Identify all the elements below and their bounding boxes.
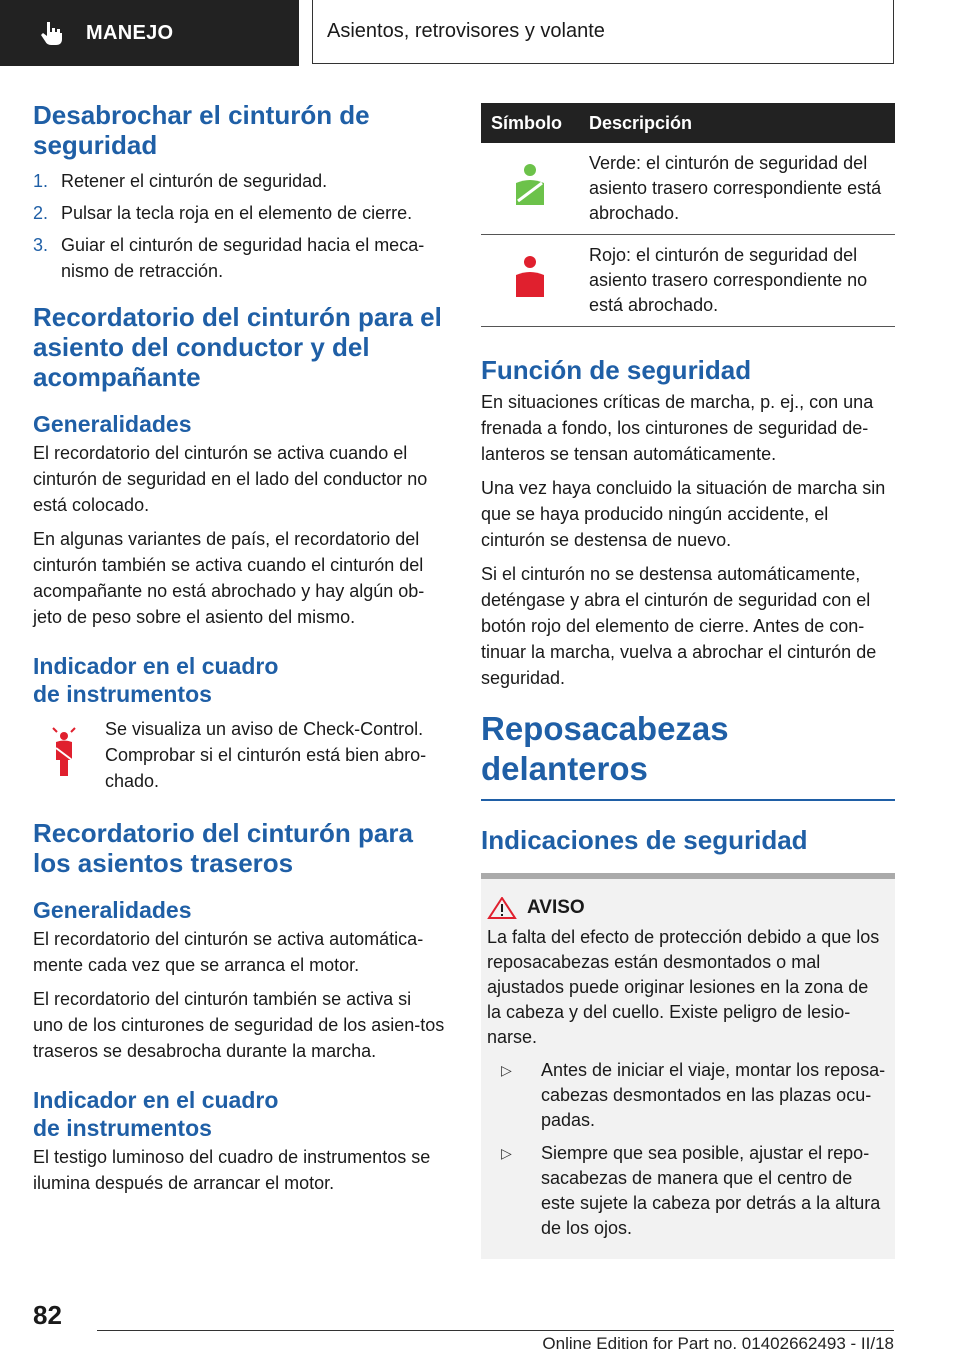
- indicator-block: [33, 716, 446, 794]
- paragraph: El recordatorio del cinturón se activa cuando el cinturón de seguridad en el lado del conductor no está colocado.: [33, 443, 428, 515]
- paragraph: El recordatorio del cinturón se activa automática-mente cada vez que se arranca el motor.: [33, 929, 424, 975]
- chapter-tab: [0, 0, 299, 66]
- list-item: ▷ Siempre que sea posible, ajustar el repo-sacabezas de manera que el centro de este sujete la cabeza por detrás a la altura de los ojos.: [487, 1141, 887, 1241]
- table-row: [481, 235, 895, 327]
- page-header: [0, 0, 960, 66]
- safety-indications-heading: Indicaciones de seguridad: [481, 825, 808, 855]
- footer-edition: Online Edition for Part no. 01402662493 - II/18: [542, 1334, 894, 1353]
- table-row: [481, 143, 895, 235]
- symbol-table: [481, 103, 895, 327]
- warning-box: [481, 873, 895, 1259]
- paragraph: Una vez haya concluido la situación de marcha sin que se haya producido ningún accidente, el cinturón se destensa de nuevo.: [481, 478, 886, 550]
- seatbelt-unfastened-red-icon: [510, 255, 550, 299]
- paragraph: En situaciones críticas de marcha, p. ej., con una frenada a fondo, los cinturones de seguridad de-lanteros se tensan automáticamente.: [481, 392, 874, 464]
- safety-function-heading: Función de seguridad: [481, 355, 752, 385]
- warning-text: La falta del efecto de protección debido a que los reposacabezas están desmontados o mal ajustados puede originar lesiones en la zona de la cabeza y del cuello. Existe peligro de lesio-narse.: [487, 927, 880, 1047]
- general-heading: Generalidades: [33, 897, 192, 923]
- warning-list: [487, 1058, 887, 1241]
- driver-reminder-heading: Recordatorio del cinturón para el asiento del conductor y del acompañante: [33, 302, 442, 392]
- table-cell: Rojo: el cinturón de seguridad del asiento trasero correspondiente no está abrochado.: [579, 235, 895, 327]
- table-header-description: Descripción: [579, 103, 895, 143]
- paragraph: El recordatorio del cinturón también se activa si uno de los cinturones de seguridad de los asien-tos traseros se desabrocha durante la marcha.: [33, 989, 445, 1061]
- table-header-symbol: Símbolo: [481, 103, 579, 143]
- list-item: ▷ Antes de iniciar el viaje, montar los reposa-cabezas desmontados en las plazas ocu-padas.: [487, 1058, 887, 1133]
- paragraph: Si el cinturón no se destensa automáticamente, deténgase y abra el cinturón de seguridad con el botón rojo del elemento de cierre. Antes de con-tinuar la marcha, vuelva a abrochar el cinturón de seguridad.: [481, 564, 877, 688]
- hand-icon: [38, 19, 66, 47]
- bullet-triangle-icon: ▷: [501, 1062, 512, 1078]
- list-item: 1. Retener el cinturón de seguridad.: [33, 171, 328, 191]
- page-number: 82: [33, 1300, 62, 1330]
- right-column: [481, 103, 895, 1259]
- indicator-text: Se visualiza un aviso de Check-Control. Comprobar si el cinturón está bien abro-chado.: [105, 719, 427, 791]
- footer-divider: [97, 1330, 894, 1331]
- unbuckle-heading: Desabrochar el cinturón de seguridad: [33, 100, 370, 160]
- section-label: Asientos, retrovisores y volante: [312, 0, 894, 64]
- seatbelt-fastened-green-icon: [510, 163, 550, 207]
- left-column: [33, 100, 446, 1204]
- table-cell: Verde: el cinturón de seguridad del asiento trasero correspondiente está abrochado.: [579, 143, 895, 235]
- indicator-heading: Indicador en el cuadro de instrumentos: [33, 1087, 279, 1141]
- warning-triangle-icon: [487, 897, 517, 919]
- list-item: 2. Pulsar la tecla roja en el elemento de cierre.: [33, 203, 413, 223]
- indicator-heading: Indicador en el cuadro de instrumentos: [33, 653, 279, 707]
- bullet-triangle-icon: ▷: [501, 1145, 512, 1161]
- seatbelt-warning-icon: [51, 726, 77, 778]
- warning-label: AVISO: [527, 897, 585, 918]
- general-heading: Generalidades: [33, 411, 192, 437]
- paragraph: En algunas variantes de país, el recordatorio del cinturón también se activa cuando el cinturón del acompañante no está abrochado y hay algún ob-jeto de peso sobre el asiento del mismo.: [33, 529, 425, 627]
- unbuckle-steps: [33, 168, 446, 284]
- list-item: 3. Guiar el cinturón de seguridad hacia el meca-nismo de retracción.: [33, 235, 425, 281]
- chapter-label: MANEJO: [86, 21, 174, 44]
- rear-reminder-heading: Recordatorio del cinturón para los asientos traseros: [33, 818, 413, 878]
- headrest-heading: Reposacabezas delanteros: [481, 709, 895, 801]
- paragraph: El testigo luminoso del cuadro de instrumentos se ilumina después de arrancar el motor.: [33, 1147, 431, 1193]
